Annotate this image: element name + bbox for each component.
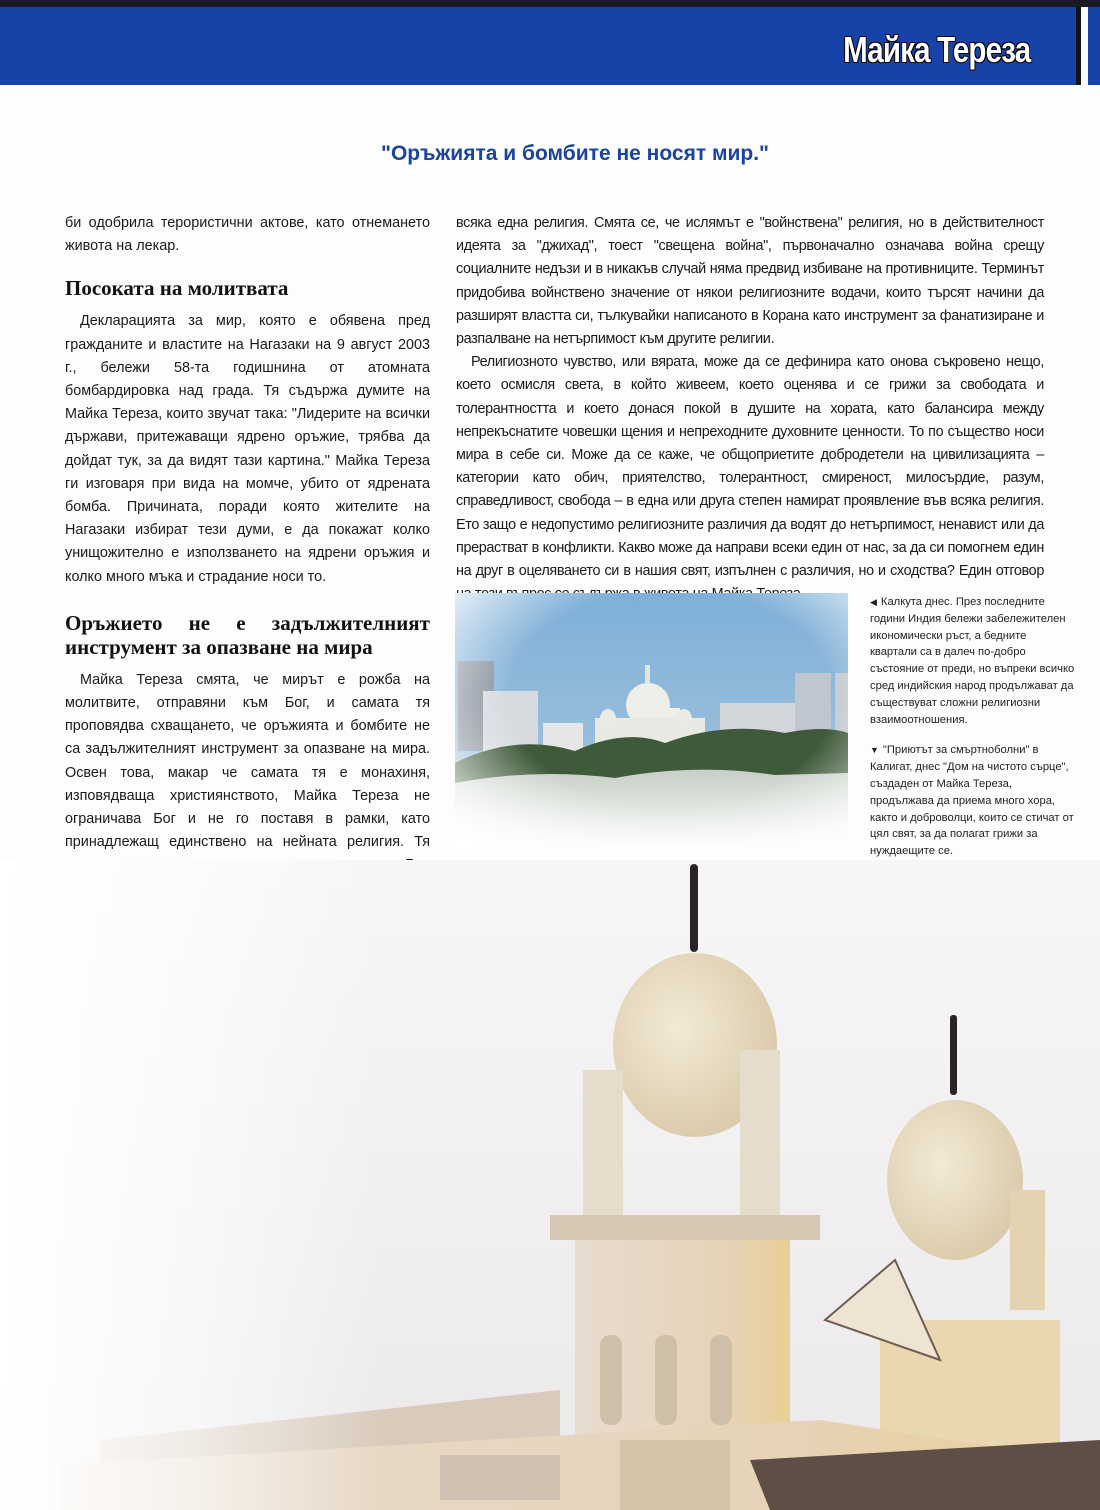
header-title: Майка Тереза (842, 29, 1030, 70)
section-heading-weapons: Оръжието не е задължителният инструмент за опазване на мира (65, 610, 430, 659)
triangle-down-icon: ▼ (870, 745, 879, 756)
page-top-edge (0, 0, 1100, 7)
section-heading-prayer: Посоката на молитвата (65, 276, 289, 301)
kalighat-building-illustration (0, 860, 1100, 1510)
header-banner (0, 7, 1076, 85)
calcutta-photo (455, 593, 848, 855)
section-body-prayer: Декларацията за мир, която е обявена пред гражданите и властите на Нагазаки на 9 август 2003 г., бележи 58-та годишнина от атомната бомбардировка над града. Тя съдържа думите на Майка Тереза, които звучат така: "Лидерите на всички държави, притежаващи ядрено оръжие, трябва да дойдат тук, за да видят тази картина." Майка Тереза ги изговаря при вида на момче, убито от ядрената бомба. Причината, поради която жителите на Нагазаки избират тези думи, е да покажат колко унищожително е използването на ядрени оръжия и колко много мъка и страдание носи то. (65, 313, 430, 585)
caption-calcutta-text: Калкута днес. През последните години Индия бележи забележителен икономически ръст, а бедните квартали са в далеч по-добро състояние от преди, но въпреки всичко сред индийския народ продължават да съществуват сложни религиозни взаимоотношения. (870, 596, 1075, 726)
triangle-left-icon: ◀ (870, 597, 877, 607)
banner-side-strip (1088, 7, 1100, 85)
left-column (65, 212, 430, 947)
caption-kalighat-text: "Приютът за смъртноболни" в Калигат, днес "Дом на чистото сърце", създаден от Майка Тереза, продължава да приема много хора, както и доброволци, които се стичат от цял свят, за да полагат грижи за нуждаещите се. (870, 744, 1074, 858)
caption-kalighat (870, 742, 1076, 860)
banner-divider (1076, 7, 1081, 85)
section-body-weapons: Майка Тереза смята, че мирът е рожба на молитвите, отправяни към Бог, и самата тя проповядва схващането, че оръжията и бомбите не са задължителният инструмент за опазване на мира. Освен това, макар че самата тя е монахиня, изповядваща християнството, Майка Тереза не ограничава Бог и не го поставя в рамки, като принадлежащ единствено на нейната религия. Тя (65, 671, 430, 851)
caption-calcutta (870, 594, 1076, 728)
paragraph-islam: всяка една религия. Смята се, че ислямът е "войнствена" религия, но в действителност идеята за "джихад", тоест "свещена война", първоначално означава война срещу социалните недъзи и в никакъв случай няма предвид избиване на противниците. Терминът придобива войнствено значение от някои религиозните водачи, които търсят начини да разширят властта си, тълкувайки написаното в Корана като инструмент за фанатизиране и разпалване на нетърпимост към другите религии. (456, 215, 1044, 348)
intro-paragraph: би одобрила терористични актове, като отнемането живота на лекар. (65, 215, 430, 255)
right-column (456, 212, 1044, 606)
kalighat-building-photo (0, 860, 1100, 1510)
pull-quote: "Оръжията и бомбите не носят мир." (380, 142, 770, 165)
paragraph-faith: Религиозното чувство, или вярата, може да се дефинира като онова съкровено нещо, което осмисля света, в който живеем, което оценява и се грижи за свободата и толерантността и което донася покой в душите на хората, като балансира между непрекъснатите човешки щения и непреходните духовните ценности. То по същество носи мира в себе си. Може да се каже, че общоприетите добродетели на цивилизацията – категории като обич, приятелство, толерантност, смиреност, милосърдие, разум, справедливост, свобода – в една или друга степен намират проявление във всяка религия. Ето защо е недопустимо религиозните различия да водят до нетърпимост, ненавист или да прерастват в конфликти. Какво може да направи всеки един от нас, за да си помогнем един на друг в оцеляването си в нашия свят, изпълнен с различия, но и сходства? Един отговор (456, 354, 1044, 580)
photo-captions (870, 594, 1076, 874)
calcutta-skyline-illustration (455, 593, 848, 855)
